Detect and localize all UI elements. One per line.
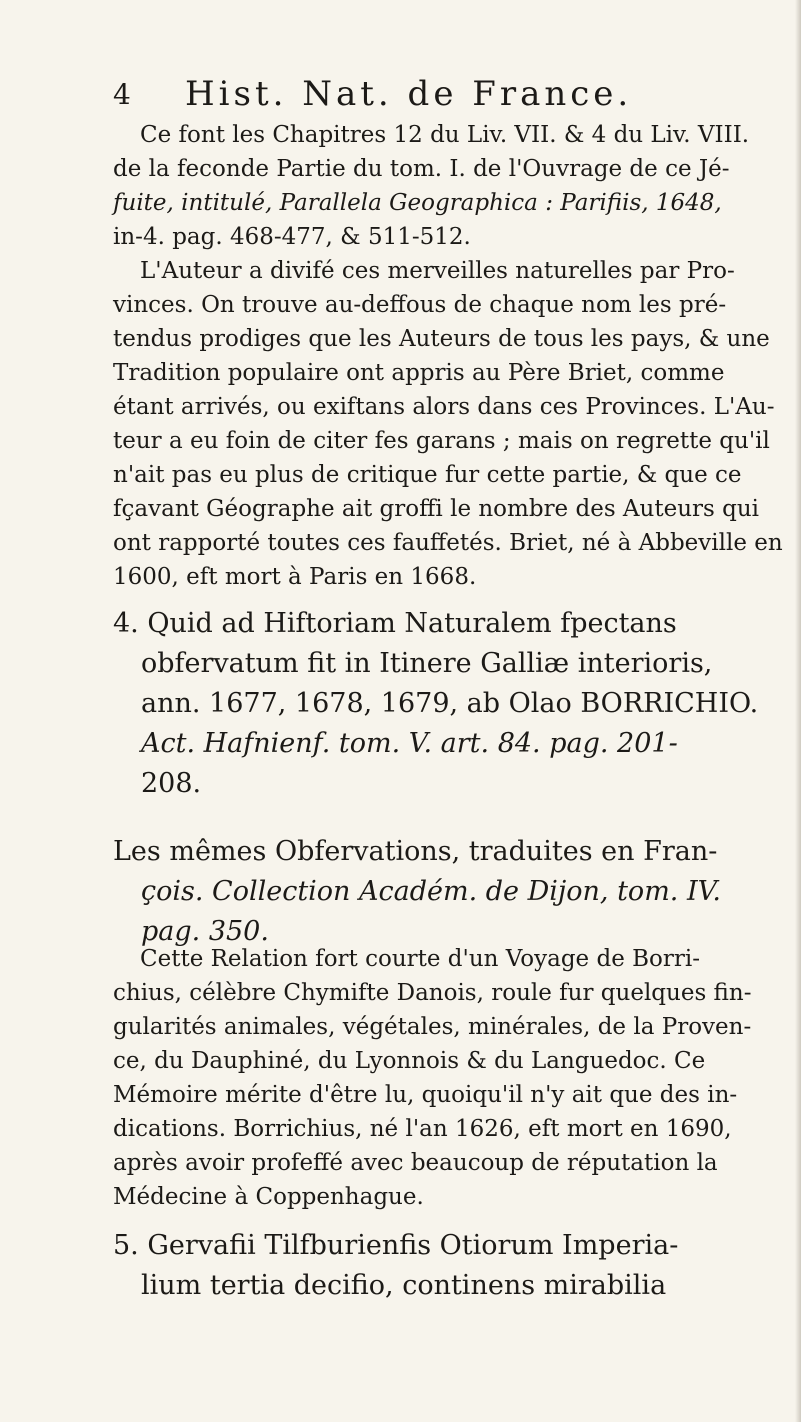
entry-reference-line: pag. 350. [141, 916, 269, 947]
text-line: chius, célèbre Chymifte Danois, roule fur quelques fin- [113, 980, 752, 1006]
text-line: vinces. On trouve au-deffous de chaque nom les pré- [113, 292, 727, 318]
bibliography-entry-4-translation [113, 832, 721, 952]
text-line: teur a eu foin de citer fes garans ; mais on regrette qu'il [113, 428, 770, 454]
text-line: de la feconde Partie du tom. I. de l'Ouvrage de ce Jé- [113, 156, 730, 182]
paragraph-relation [113, 942, 752, 1214]
paragraph-auteur [113, 254, 783, 594]
entry-title-line: 5. Gervafii Tilfburienfis Otiorum Imperia- [113, 1230, 679, 1261]
text-line: in-4. pag. 468-477, & 511-512. [113, 224, 471, 250]
entry-reference-line: Act. Hafnienf. tom. V. art. 84. pag. 201- [141, 728, 678, 759]
bibliography-entry-4 [113, 604, 759, 804]
entry-title-line: 4. Quid ad Hiftoriam Naturalem fpectans [113, 608, 677, 639]
text-line: Cette Relation fort courte d'un Voyage de Borri- [140, 946, 700, 972]
entry-reference-line: 208. [141, 768, 202, 799]
text-line: tendus prodiges que les Auteurs de tous les pays, & une [113, 326, 770, 352]
running-title: Hist. Nat. de France. [185, 74, 633, 114]
entry-title-line: obfervatum fit in Itinere Galliæ interioris, [141, 648, 713, 679]
text-line: ont rapporté toutes ces fauffetés. Briet, né à Abbeville en [113, 530, 783, 556]
text-line: L'Auteur a divifé ces merveilles naturelles par Pro- [140, 258, 735, 284]
paragraph-chapitres [113, 118, 750, 254]
running-header [113, 74, 653, 118]
text-line: Médecine à Coppenhague. [113, 1184, 424, 1210]
entry-reference-line: çois. Collection Académ. de Dijon, tom. IV. [141, 876, 721, 907]
entry-title-line: ann. 1677, 1678, 1679, ab Olao BORRICHIO. [141, 688, 759, 719]
entry-title-line: Les mêmes Obfervations, traduites en Fran- [113, 836, 718, 867]
text-line: Mémoire mérite d'être lu, quoiqu'il n'y ait que des in- [113, 1082, 738, 1108]
text-line: fçavant Géographe ait groffi le nombre des Auteurs qui [113, 496, 760, 522]
text-line: dications. Borrichius, né l'an 1626, eft mort en 1690, [113, 1116, 732, 1142]
entry-title-line: lium tertia decifio, continens mirabilia [141, 1270, 667, 1301]
page-edge [795, 0, 801, 1422]
text-line: Tradition populaire ont appris au Père Briet, comme [113, 360, 725, 386]
text-line: 1600, eft mort à Paris en 1668. [113, 564, 477, 590]
text-line: Ce font les Chapitres 12 du Liv. VII. & 4 du Liv. VIII. [140, 122, 750, 148]
bibliography-entry-5 [113, 1226, 679, 1306]
text-line: n'ait pas eu plus de critique fur cette partie, & que ce [113, 462, 742, 488]
text-line: étant arrivés, ou exiftans alors dans ces Provinces. L'Au- [113, 394, 775, 420]
text-line: gularités animales, végétales, minérales, de la Proven- [113, 1014, 752, 1040]
text-line: ce, du Dauphiné, du Lyonnois & du Languedoc. Ce [113, 1048, 706, 1074]
text-line: après avoir profeffé avec beaucoup de réputation la [113, 1150, 718, 1176]
text-line: fuite, intitulé, Parallela Geographica : Parifiis, 1648, [113, 190, 722, 216]
page-number: 4 [113, 78, 131, 111]
